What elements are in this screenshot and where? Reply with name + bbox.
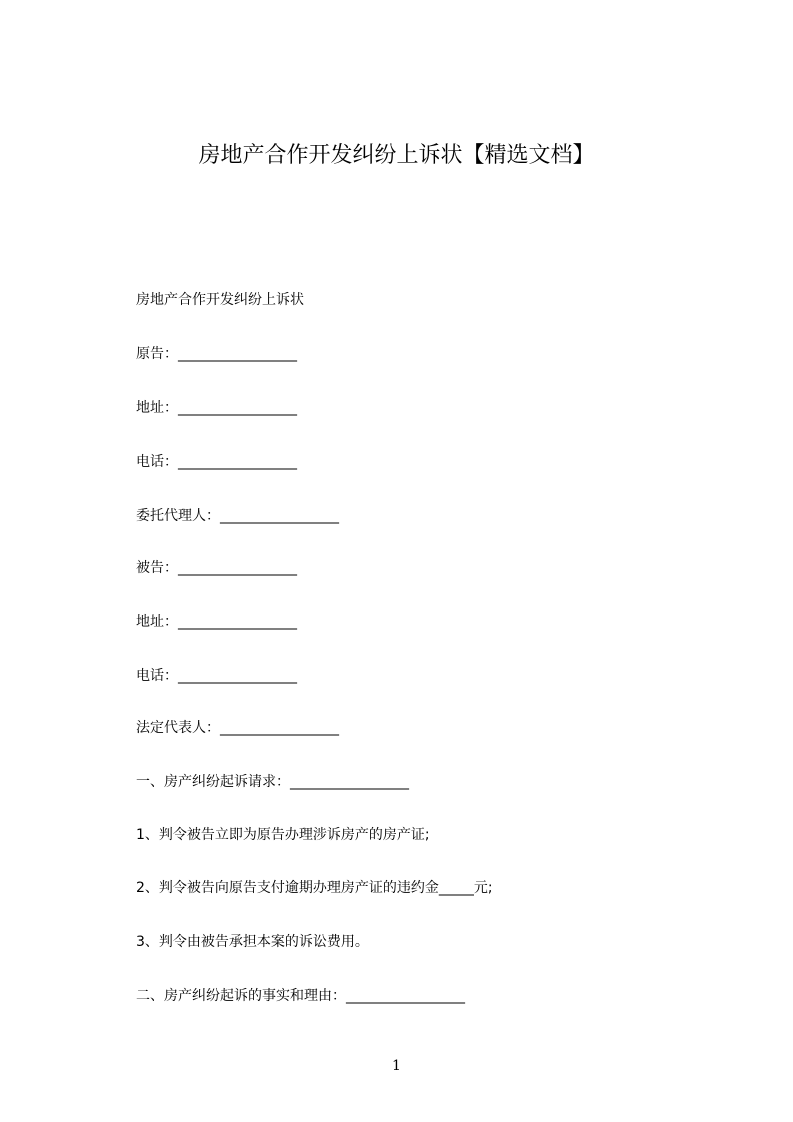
agent-line: 委托代理人：_________________: [136, 508, 339, 524]
legal-representative-line: 法定代表人：_________________: [136, 720, 339, 736]
claim-item-1: 1、判令被告立即为原告办理涉诉房产的房产证;: [136, 827, 430, 843]
defendant-line: 被告：_________________: [136, 560, 297, 576]
section-facts-heading: 二、房产纠纷起诉的事实和理由：_________________: [136, 988, 465, 1004]
defendant-address-line: 地址：_________________: [136, 614, 297, 630]
plaintiff-address-line: 地址：_________________: [136, 400, 297, 416]
document-title: 房地产合作开发纠纷上诉状【精选文档】: [198, 143, 595, 168]
plaintiff-phone-line: 电话：_________________: [136, 454, 297, 470]
claim-item-3: 3、判令由被告承担本案的诉讼费用。: [136, 934, 369, 950]
claim-item-2: 2、判令被告向原告支付逾期办理房产证的违约金_____元;: [136, 880, 493, 896]
subtitle: 房地产合作开发纠纷上诉状: [136, 292, 304, 308]
page-number: 1: [392, 1058, 401, 1074]
plaintiff-line: 原告：_________________: [136, 346, 297, 362]
defendant-phone-line: 电话：_________________: [136, 668, 297, 684]
section-claims-heading: 一、房产纠纷起诉请求：_________________: [136, 774, 409, 790]
